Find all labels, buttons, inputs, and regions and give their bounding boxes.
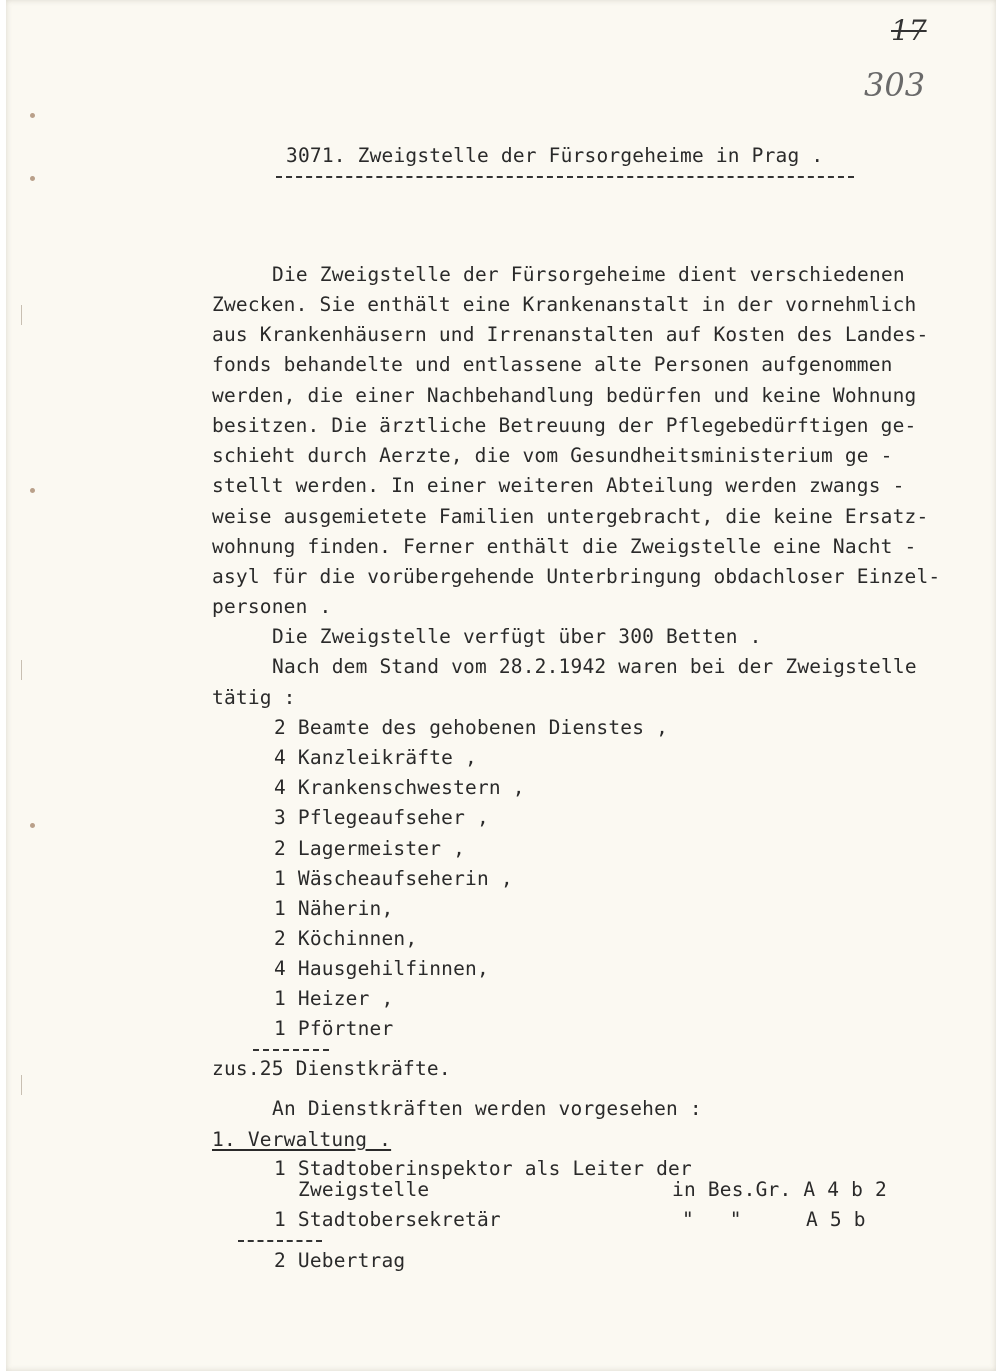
margin-mark [21,305,22,325]
staff-item: 4 Kanzleikräfte , [274,746,477,769]
section-heading: 1. Verwaltung . [212,1128,392,1151]
punch-mark [30,113,35,118]
paragraph-line: werden, die einer Nachbehandlung bedürfen und keine Wohnung [212,384,917,407]
page-heading: 3071. Zweigstelle der Fürsorgeheime in Prag . [286,144,824,167]
heading-underline [276,176,854,178]
paragraph-line: schieht durch Aerzte, die vom Gesundheitsministerium ge - [212,444,893,467]
paragraph-line: asyl für die vorübergehende Unterbringung obdachloser Einzel- [212,565,941,588]
staff-item: 1 Näherin, [274,897,394,920]
total-line: zus.25 Dienstkräfte. [212,1057,451,1080]
carry-over-line: 2 Uebertrag [274,1249,406,1272]
staff-item: 4 Krankenschwestern , [274,776,525,799]
carry-divider [238,1240,322,1242]
paragraph-line: aus Krankenhäusern und Irrenanstalten auf Kosten des Landes- [212,323,929,346]
folio-pencil-number: 303 [864,66,926,104]
staff-item: 2 Lagermeister , [274,837,466,860]
position-title-cont: Zweigstelle [298,1178,430,1201]
staff-item: 1 Heizer , [274,987,394,1010]
margin-mark [21,660,22,680]
staff-item: 1 Wäscheaufseherin , [274,867,513,890]
punch-mark [30,823,35,828]
stand-line: tätig : [212,686,296,709]
paragraph-line: fonds behandelte und entlassene alte Personen aufgenommen [212,353,893,376]
planned-intro: An Dienstkräften werden vorgesehen : [272,1097,702,1120]
folio-ink-number: 17 [891,14,927,47]
beds-line: Die Zweigstelle verfügt über 300 Betten . [272,625,762,648]
margin-mark [21,1075,22,1095]
paragraph-line: Zwecken. Sie enthält eine Krankenanstalt in der vornehmlich [212,293,917,316]
paragraph-line: Die Zweigstelle der Fürsorgeheime dient verschiedenen [272,263,905,286]
staff-item: 3 Pflegeaufseher , [274,806,489,829]
ditto-marks: " " [682,1208,742,1231]
staff-item: 2 Köchinnen, [274,927,418,950]
position-grade: in Bes.Gr. A 4 b 2 [672,1178,887,1201]
paragraph-line: wohnung finden. Ferner enthält die Zweigstelle eine Nacht - [212,535,917,558]
position-grade: A 5 b [806,1208,866,1231]
position-title: 1 Stadtobersekretär [274,1208,501,1231]
paragraph-line: besitzen. Die ärztliche Betreuung der Pflegebedürftigen ge- [212,414,917,437]
stand-line: Nach dem Stand vom 28.2.1942 waren bei der Zweigstelle [272,655,917,678]
staff-item: 4 Hausgehilfinnen, [274,957,489,980]
sum-divider [253,1049,329,1051]
paragraph-line: personen . [212,595,332,618]
document-page [6,0,996,1371]
staff-item: 1 Pförtner [274,1017,394,1040]
paragraph-line: stellt werden. In einer weiteren Abteilung werden zwangs - [212,474,905,497]
position-title: 1 Stadtoberinspektor als Leiter der [274,1157,692,1180]
punch-mark [30,488,35,493]
staff-item: 2 Beamte des gehobenen Dienstes , [274,716,669,739]
paragraph-line: weise ausgemietete Familien untergebracht, die keine Ersatz- [212,505,929,528]
punch-mark [30,176,35,181]
